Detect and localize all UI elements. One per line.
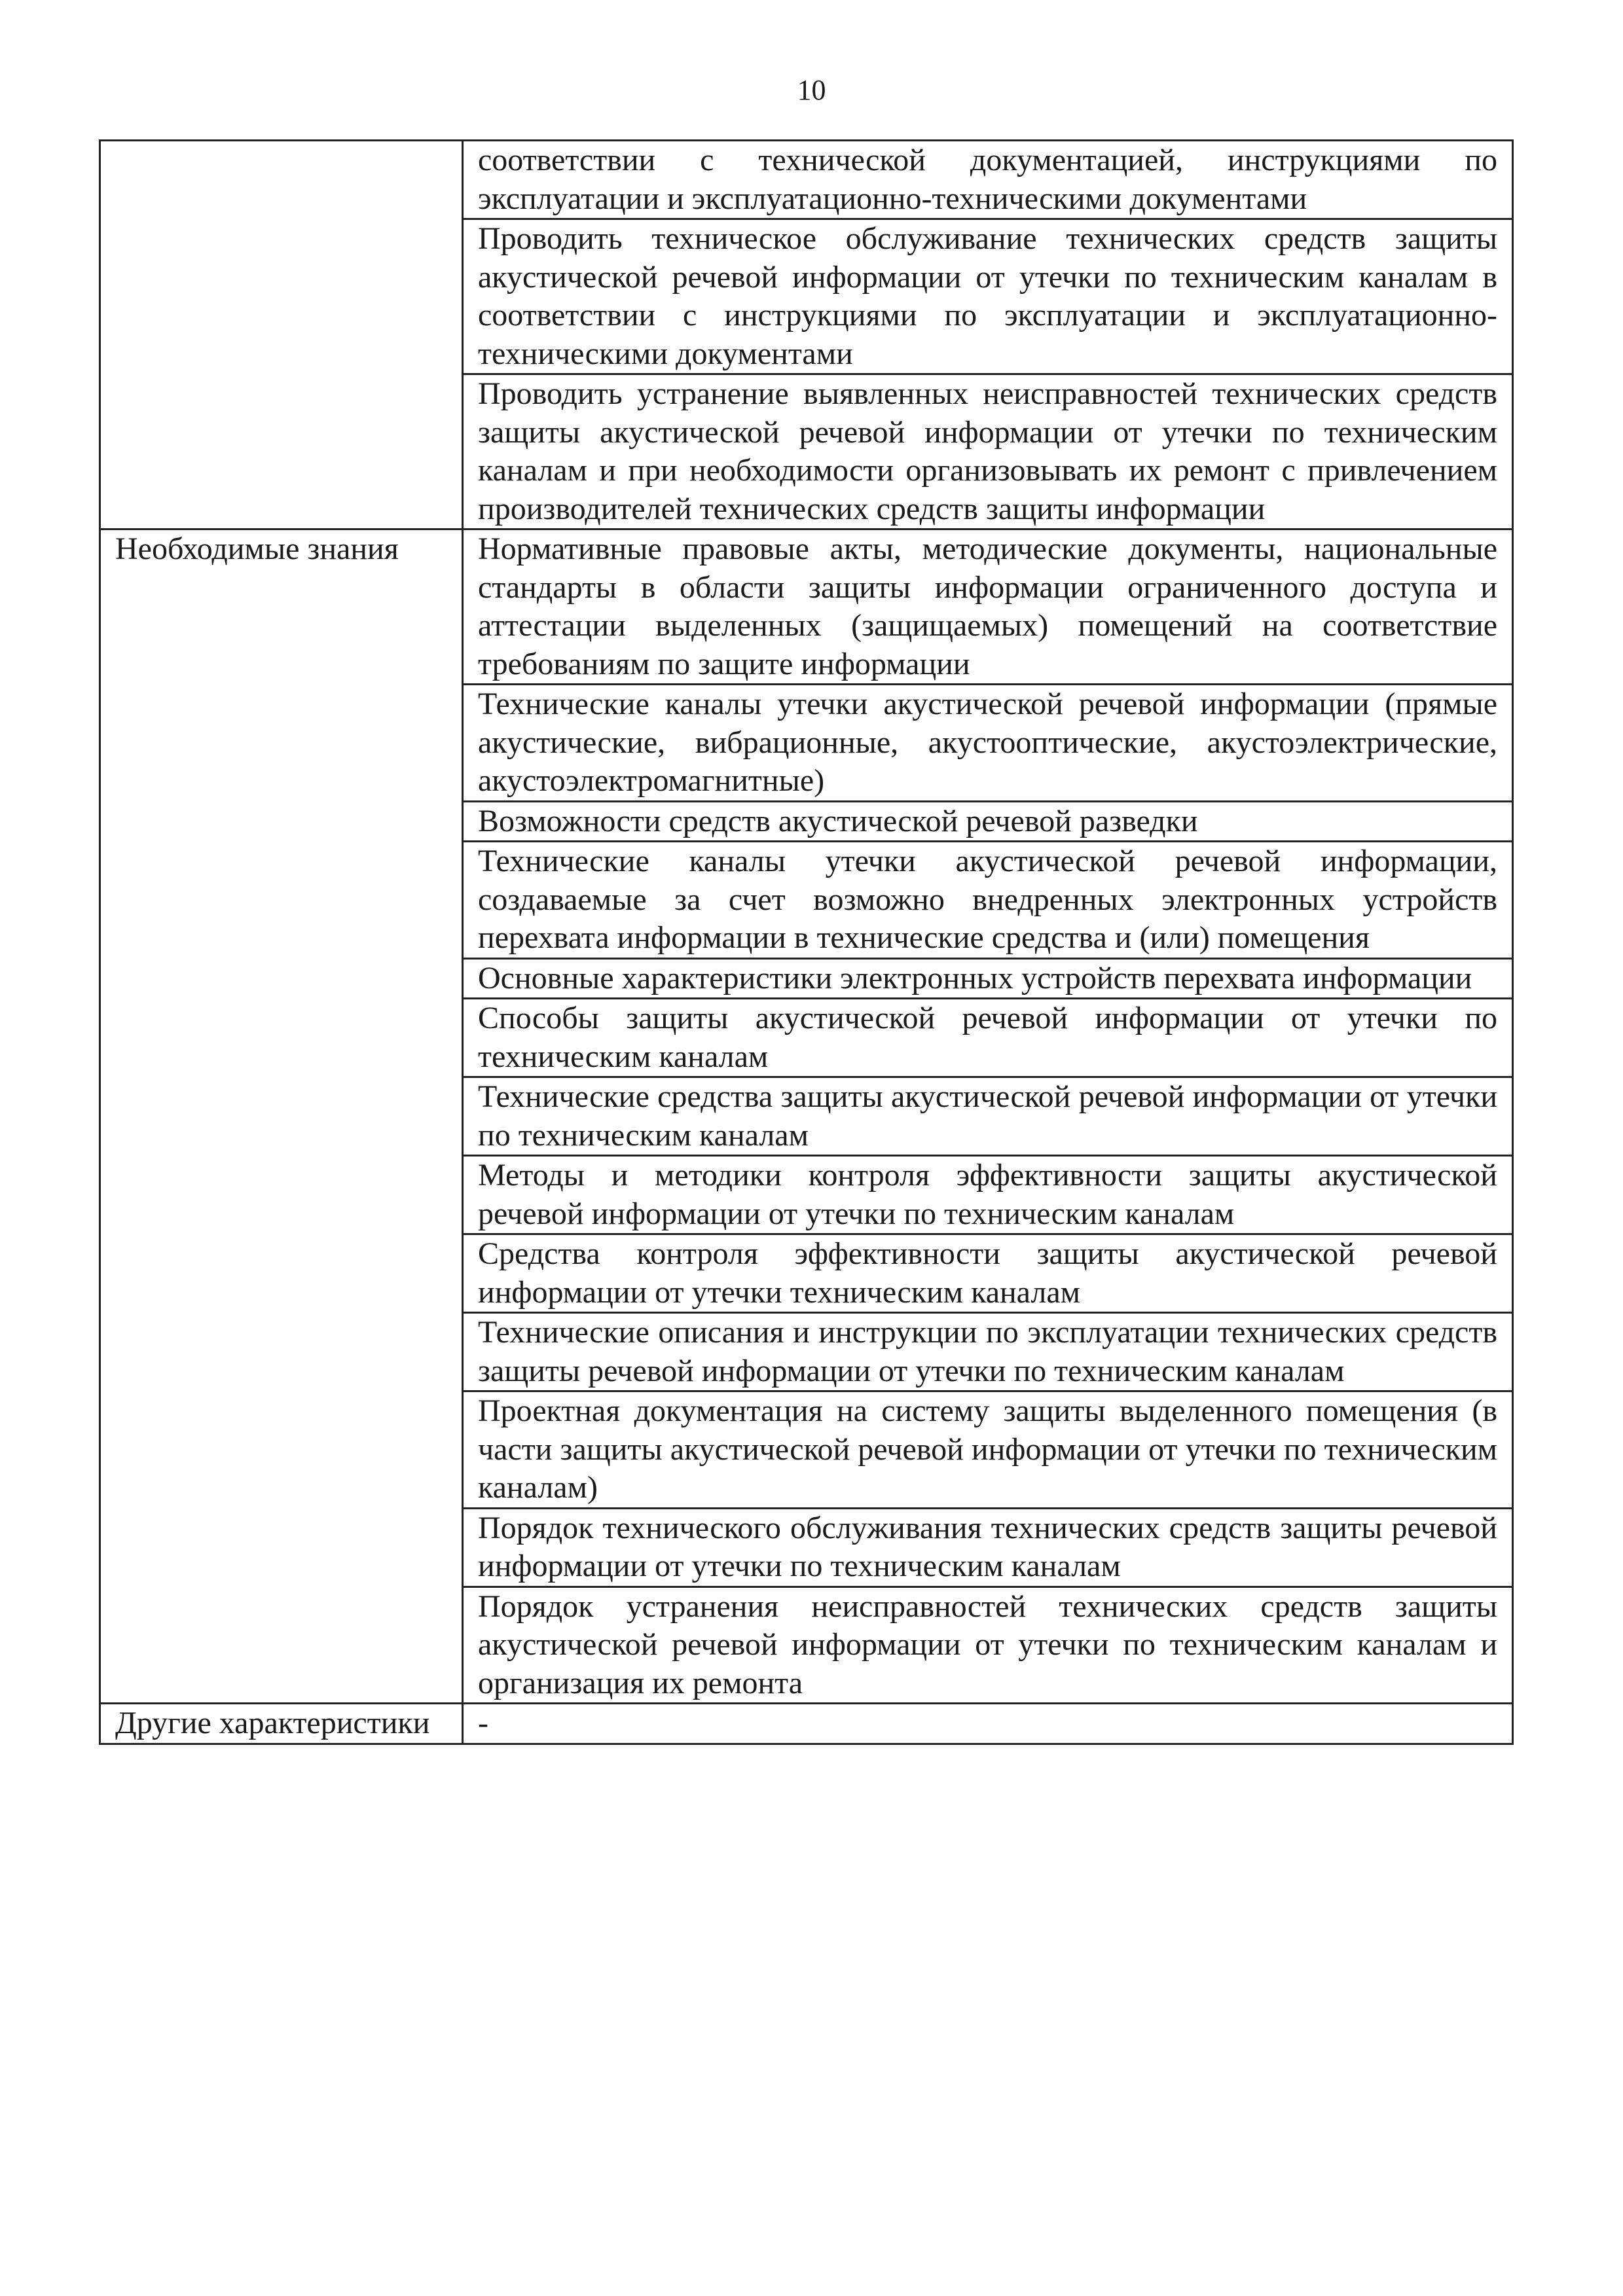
- skill-item: Проводить устранение выявленных неисправностей технических средств защиты акустической речевой информации от утечки по техническим каналам и при необходимости организовывать их ремонт с привлечением производителей технических средств защиты информации: [463, 374, 1513, 529]
- knowledge-item: Технические описания и инструкции по эксплуатации технических средств защиты речевой информации от утечки по техническим каналам: [463, 1313, 1513, 1391]
- section-label-other: Другие характеристики: [100, 1704, 463, 1744]
- skill-item: Проводить техническое обслуживание технических средств защиты акустической речевой информации от утечки по техническим каналам в соответствии с инструкциями по эксплуатации и эксплуатационно-техническими документами: [463, 219, 1513, 374]
- knowledge-item: Технические каналы утечки акустической речевой информации (прямые акустические, вибрационные, акустооптические, акустоэлектрические, акустоэлектромагнитные): [463, 685, 1513, 802]
- table-row: [100, 141, 1513, 219]
- knowledge-item: Нормативные правовые акты, методические документы, национальные стандарты в области защиты информации ограниченного доступа и аттестации выделенных (защищаемых) помещений на соответствие требованиям по защите информации: [463, 529, 1513, 685]
- knowledge-item: Методы и методики контроля эффективности защиты акустической речевой информации от утечки по техническим каналам: [463, 1156, 1513, 1234]
- other-value: -: [463, 1704, 1513, 1744]
- knowledge-item: Проектная документация на систему защиты выделенного помещения (в части защиты акустической речевой информации от утечки по техническим каналам): [463, 1391, 1513, 1509]
- knowledge-item: Возможности средств акустической речевой разведки: [463, 801, 1513, 842]
- section-label-knowledge: Необходимые знания: [100, 529, 463, 1704]
- knowledge-item: Технические каналы утечки акустической речевой информации, создаваемые за счет возможно внедренных электронных устройств перехвата информации в технические средства и (или) помещения: [463, 842, 1513, 959]
- table-row: [100, 1704, 1513, 1744]
- knowledge-item: Порядок технического обслуживания технических средств защиты речевой информации от утечки по техническим каналам: [463, 1508, 1513, 1587]
- competency-table: [99, 139, 1514, 1745]
- knowledge-item: Технические средства защиты акустической речевой информации от утечки по техническим каналам: [463, 1077, 1513, 1156]
- section-label-empty: [100, 141, 463, 529]
- knowledge-item: Средства контроля эффективности защиты акустической речевой информации от утечки техническим каналам: [463, 1234, 1513, 1313]
- page-number: 10: [797, 74, 826, 106]
- skill-item: соответствии с технической документацией, инструкциями по эксплуатации и эксплуатационно-техническими документами: [463, 141, 1513, 219]
- knowledge-item: Способы защиты акустической речевой информации от утечки по техническим каналам: [463, 999, 1513, 1077]
- knowledge-item: Порядок устранения неисправностей технических средств защиты акустической речевой информации от утечки по техническим каналам и организация их ремонта: [463, 1587, 1513, 1704]
- knowledge-item: Основные характеристики электронных устройств перехвата информации: [463, 958, 1513, 999]
- table-row: [100, 529, 1513, 685]
